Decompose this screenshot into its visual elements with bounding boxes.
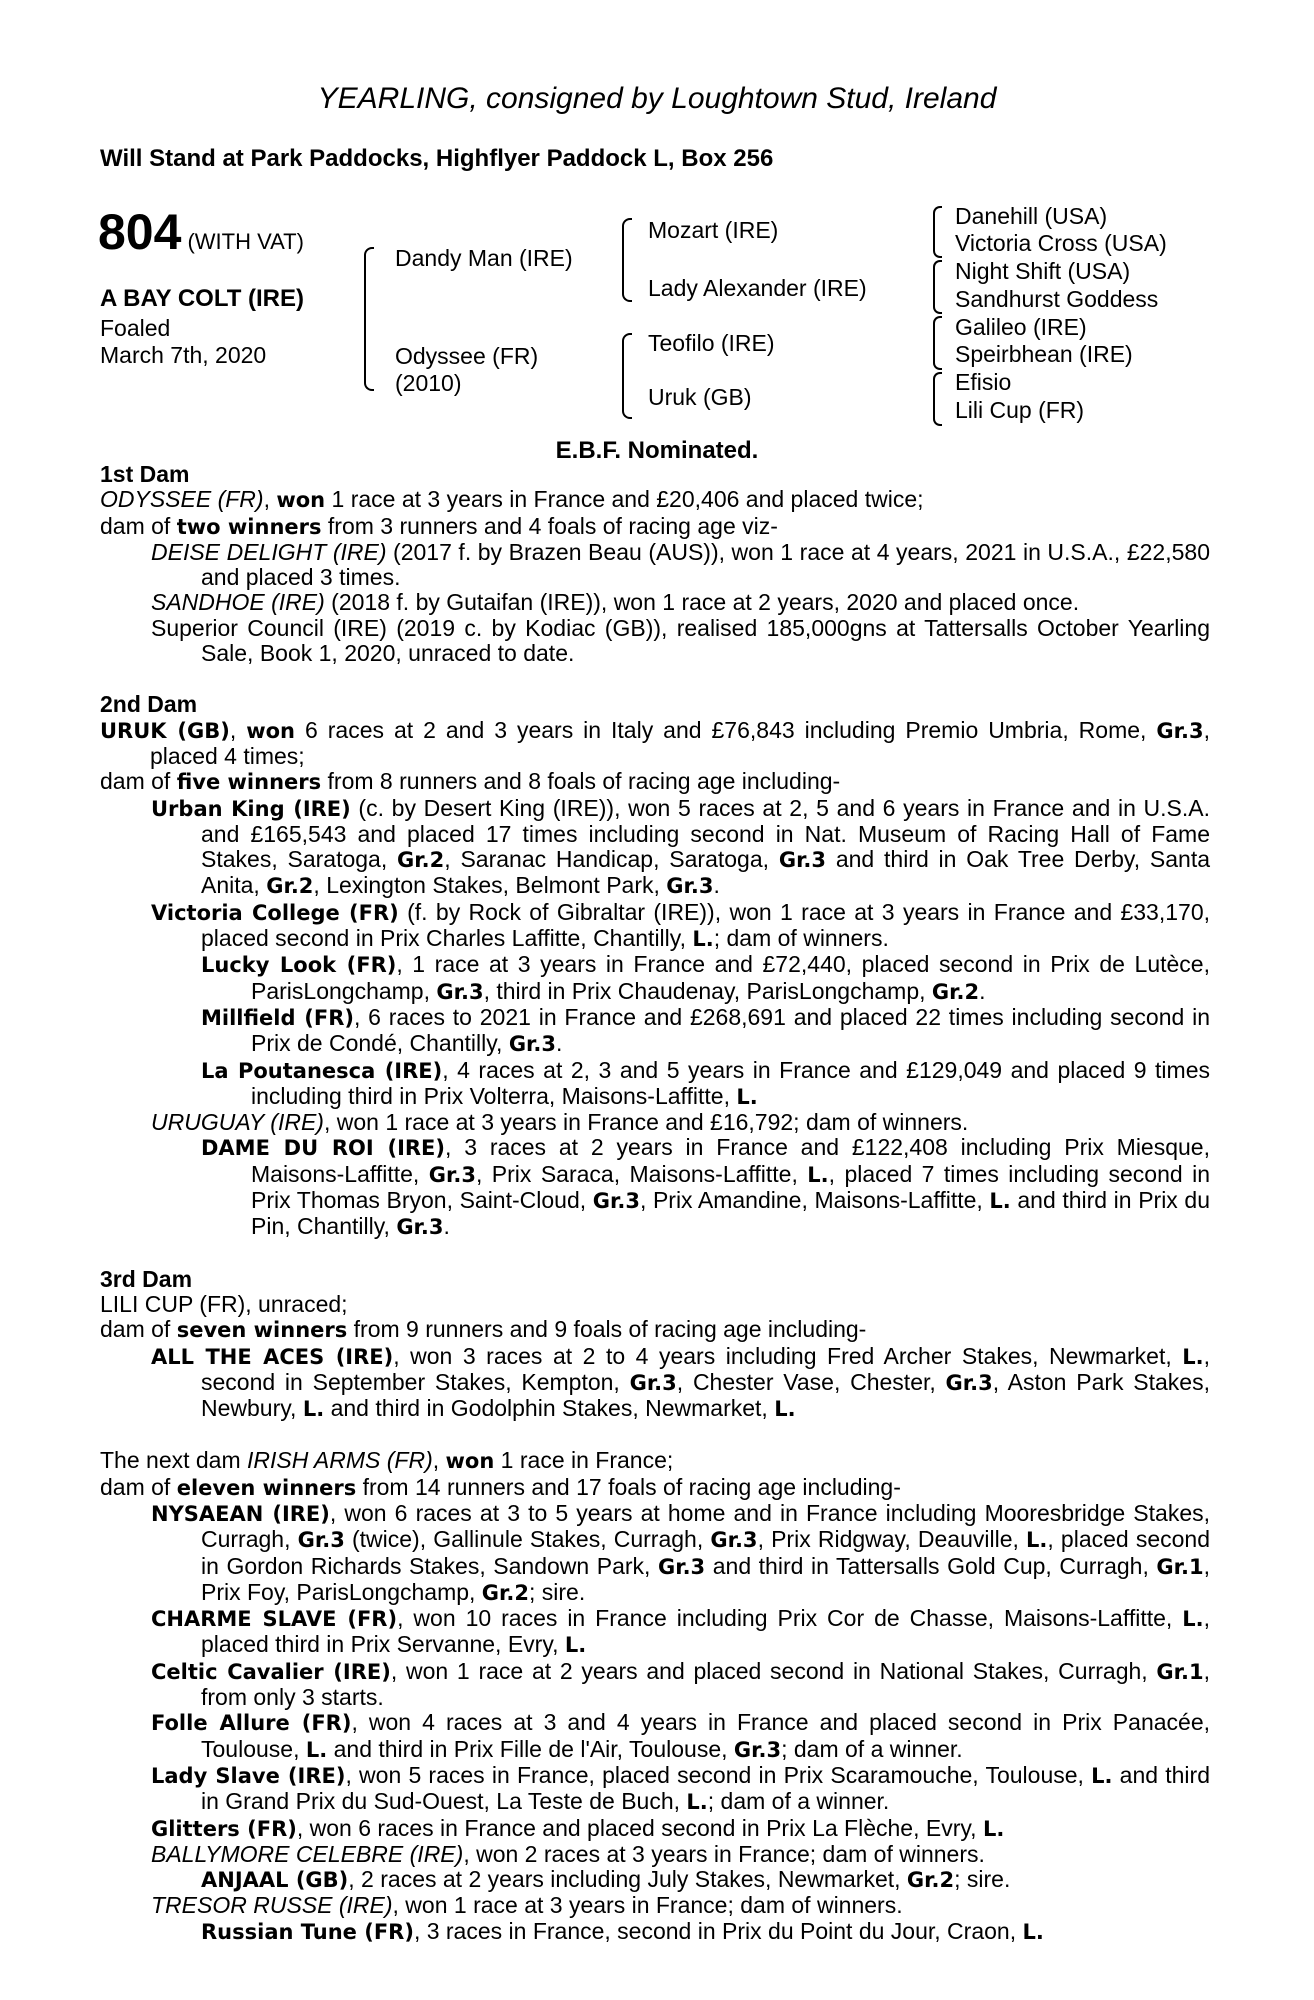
text: , won 6 races at 3 to 5 years at home and in France including Mooresbridge Stakes, Curragh,: [201, 1499, 1210, 1553]
dam-name: URUK (GB): [100, 718, 230, 743]
pedigree-brace-g1: [933, 206, 942, 258]
pedigree-g2: Victoria Cross (USA): [955, 230, 1167, 256]
grade: Gr.2: [481, 1580, 529, 1605]
won-word: won: [445, 1449, 495, 1474]
grade: Gr.3: [1156, 718, 1204, 743]
grade: L.: [1026, 1528, 1048, 1553]
grade: Gr.3: [508, 1032, 557, 1057]
produce-entry: [100, 1606, 1210, 1659]
text: , Aston Park Stakes, Newbury,: [201, 1368, 1210, 1422]
produce-entry: [100, 1501, 1210, 1606]
third-dam-line2: [100, 1317, 1210, 1343]
winners-count: eleven winners: [176, 1475, 357, 1500]
grade: Gr.3: [778, 848, 827, 873]
grade: Gr.2: [266, 874, 314, 899]
horse-name: Lucky Look (FR): [201, 953, 397, 978]
pedigree-dam-sire: Teofilo (IRE): [648, 330, 775, 356]
horse-name: Celtic Cavalier (IRE): [151, 1659, 391, 1684]
pedigree-g7: Efisio: [955, 369, 1012, 395]
grade: L.: [736, 1084, 758, 1109]
horse-name: La Poutanesca (IRE): [201, 1058, 443, 1083]
text: The next dam: [100, 1447, 248, 1474]
foaled-info: [100, 315, 266, 369]
horse-name: Millfield (FR): [201, 1005, 354, 1030]
text: ; dam of a winner.: [781, 1735, 963, 1762]
produce-entry: [100, 1710, 1210, 1763]
pedigree-brace-sire: [622, 218, 632, 302]
text: , placed second in Gordon Richards Stakes, Sandown Park,: [201, 1526, 1211, 1579]
grade: Gr.3: [428, 1162, 476, 1187]
second-dam-line2: [100, 769, 1210, 795]
text: , third in Prix Chaudenay, ParisLongchamp,: [483, 977, 932, 1004]
produce-entry: [100, 1816, 1210, 1842]
grade: L.: [692, 927, 714, 952]
grade: L.: [686, 1790, 708, 1815]
third-dam-heading: 3rd Dam: [100, 1265, 193, 1292]
text: (f. by Rock of Gibraltar (IRE)), won 1 race at 3 years in France and £33,170, placed second in Prix Charles Laffitte, Chantilly,: [201, 898, 1210, 952]
text: dam of: [100, 1473, 177, 1500]
produce-entry: [100, 900, 1210, 953]
pedigree-g1: Danehill (USA): [955, 203, 1108, 229]
grade: Gr.3: [733, 1737, 782, 1762]
text: .: [979, 977, 986, 1004]
horse-name: Glitters (FR): [151, 1816, 297, 1841]
horse-name: BALLYMORE CELEBRE (IRE): [151, 1840, 464, 1867]
text: , won 3 races at 2 to 4 years including Fred Archer Stakes, Newmarket,: [393, 1342, 1183, 1369]
text: , from only 3 starts.: [201, 1657, 1210, 1711]
dam-record: 1 race at 3 years in France and £20,406 and placed twice;: [325, 486, 924, 513]
grade: Gr.3: [592, 1189, 640, 1214]
grand-produce-entry: [100, 952, 1210, 1005]
pedigree-sire-dam: Lady Alexander (IRE): [648, 275, 867, 301]
ebf-nomination: E.B.F. Nominated.: [555, 437, 759, 464]
text: from 9 runners and 9 foals of racing age including-: [347, 1316, 867, 1343]
grade: Gr.3: [629, 1370, 677, 1395]
next-dam-line1: [100, 1448, 1210, 1474]
grade: L.: [989, 1189, 1011, 1214]
pedigree-g6: Speirbhean (IRE): [955, 341, 1133, 367]
pedigree-g8: Lili Cup (FR): [955, 397, 1085, 423]
grade: Gr.3: [297, 1528, 345, 1553]
horse-name: Lady Slave (IRE): [151, 1763, 346, 1788]
horse-name: DAME DU ROI (IRE): [201, 1136, 445, 1161]
horse-name: Russian Tune (FR): [201, 1919, 414, 1944]
text: , won 2 races at 3 years in France; dam of winners.: [463, 1840, 985, 1867]
text: , 1 race at 3 years in France and £72,440, placed second in Prix de Lutèce, ParisLongchamp,: [251, 951, 1210, 1004]
text: , placed 4 times;: [150, 716, 1210, 769]
text: ,: [432, 1447, 446, 1474]
text: (c. by Desert King (IRE)), won 5 races at 2, 5 and 6 years in France and in U.S.A. and £165,543 and placed 17 times including second in Nat. Museum of Racing Hall of Fame Stakes, Saratoga,: [201, 794, 1210, 873]
text: ; sire.: [954, 1866, 1011, 1893]
won-word: won: [246, 718, 296, 743]
text: 1 race in France;: [494, 1447, 674, 1474]
dam-name: ODYSSEE (FR): [100, 486, 264, 513]
horse-record: (2017 f. by Brazen Beau (AUS)), won 1 race at 4 years, 2021 in U.S.A., £22,580 and placed 3 times.: [201, 538, 1210, 591]
text: from 3 runners and 4 foals of racing age viz-: [321, 512, 778, 539]
grade: L.: [305, 1737, 328, 1762]
stand-location: Will Stand at Park Paddocks, Highflyer Paddock L, Box 256: [100, 145, 774, 172]
grand-produce-entry: [100, 1058, 1210, 1111]
grade: Gr.3: [710, 1528, 758, 1553]
grade: Gr.1: [1156, 1659, 1204, 1684]
horse-name: SANDHOE (IRE): [151, 589, 325, 616]
produce-entry: [100, 1893, 1210, 1918]
produce-entry: [100, 796, 1210, 900]
text: and third in Prix Fille de l'Air, Toulouse,: [327, 1735, 734, 1762]
pedigree-brace-g4: [933, 372, 942, 426]
produce-entry: [100, 590, 1210, 615]
grade: Gr.2: [931, 979, 980, 1004]
text: , won 4 races at 3 and 4 years in France and placed second in Prix Panacée, Toulouse,: [201, 1709, 1210, 1762]
lot-block: [98, 203, 304, 261]
grade: L.: [1182, 1607, 1204, 1632]
produce-entry: [100, 1659, 1210, 1711]
grade: Gr.2: [397, 848, 445, 873]
first-dam-heading: 1st Dam: [100, 461, 190, 487]
pedigree-sire-sire: Mozart (IRE): [648, 217, 779, 243]
grade: Gr.1: [1156, 1554, 1204, 1579]
produce-entry: [100, 616, 1210, 667]
pedigree-g3: Night Shift (USA): [955, 258, 1131, 284]
grade: L.: [774, 1397, 796, 1422]
text: from 14 runners and 17 foals of racing age including-: [356, 1473, 901, 1500]
pedigree-g4: Sandhurst Goddess: [955, 286, 1159, 312]
pedigree-sire: Dandy Man (IRE): [395, 245, 573, 271]
lot-number: 804: [98, 204, 182, 260]
text: , Chester Vase, Chester,: [676, 1368, 946, 1395]
grand-produce-entry: [100, 1919, 1210, 1945]
produce-entry: [100, 540, 1210, 591]
grade: Gr.3: [396, 1215, 444, 1240]
winners-count: five winners: [176, 770, 322, 795]
horse-name: Folle Allure (FR): [151, 1711, 352, 1736]
text: .: [713, 872, 720, 899]
text: , won 6 races in France and placed second in Prix La Flèche, Evry,: [296, 1814, 983, 1841]
text: , Prix Ridgway, Deauville,: [757, 1526, 1027, 1553]
pedigree-g5: Galileo (IRE): [955, 314, 1087, 340]
horse-name: ANJAAL (GB): [201, 1868, 349, 1893]
text: , 3 races at 2 years in France and £122,408 including Prix Miesque, Maisons-Laffitte,: [251, 1134, 1210, 1187]
text: (twice), Gallinule Stakes, Curragh,: [344, 1526, 711, 1553]
text: , won 10 races in France including Prix Cor de Chasse, Maisons-Laffitte,: [397, 1605, 1183, 1632]
text: dam of: [100, 768, 177, 795]
foaled-date: March 7th, 2020: [100, 342, 267, 368]
text: , Prix Foy, ParisLongchamp,: [201, 1552, 1210, 1605]
second-dam-heading: 2nd Dam: [100, 691, 198, 718]
horse-name: Urban King (IRE): [151, 796, 351, 821]
first-dam-line1: ODYSSEE (FR), won 1 race at 3 years in France and £20,406 and placed twice;: [100, 486, 924, 513]
pedigree-dam: Odyssee (FR): [395, 343, 539, 369]
horse-name: DEISE DELIGHT (IRE): [151, 538, 387, 565]
grand-produce-entry: [100, 1867, 1210, 1893]
text: , won 1 race at 3 years in France and £16,792; dam of winners.: [323, 1109, 969, 1136]
lot-description: A BAY COLT (IRE): [100, 285, 305, 312]
text: dam of: [100, 1316, 177, 1343]
text: , second in September Stakes, Kempton,: [201, 1342, 1211, 1395]
text: , 3 races in France, second in Prix du Point du Jour, Craon,: [413, 1917, 1023, 1944]
grade: Gr.3: [666, 874, 714, 899]
pedigree-dam-year: (2010): [395, 370, 462, 396]
produce-entry: [100, 1110, 1210, 1135]
grade: L.: [982, 1816, 1005, 1841]
third-dam-line1: LILI CUP (FR), unraced;: [100, 1290, 348, 1317]
grade: L.: [302, 1397, 325, 1422]
pedigree-dam-dam: Uruk (GB): [648, 384, 752, 410]
grade: Gr.3: [945, 1370, 993, 1395]
horse-record: Superior Council (IRE) (2019 c. by Kodiac (GB)), realised 185,000gns at Tattersalls October Yearling Sale, Book 1, 2020, unraced to date.: [151, 614, 1210, 667]
text: ; dam of winners.: [713, 925, 889, 952]
horse-record: (2018 f. by Gutaifan (IRE)), won 1 race at 2 years, 2020 and placed once.: [324, 589, 1080, 616]
text: , Saranac Handicap, Saratoga,: [444, 846, 779, 873]
pedigree-brace-main: [364, 247, 374, 391]
text: and third in Grand Prix du Sud-Ouest, La Teste de Buch,: [201, 1761, 1210, 1815]
grand-produce-entry: [100, 1005, 1210, 1058]
text: .: [443, 1213, 450, 1240]
horse-name: TRESOR RUSSE (IRE): [151, 1892, 393, 1919]
text: and third in Godolphin Stakes, Newmarket,: [324, 1395, 775, 1422]
foaled-label: Foaled: [100, 315, 171, 341]
text: , 4 races at 2, 3 and 5 years in France and £129,049 and placed 9 times including third in Prix Volterra, Maisons-Laffitte,: [251, 1056, 1210, 1109]
produce-entry: [100, 1842, 1210, 1867]
winners-count: seven winners: [176, 1318, 348, 1343]
produce-entry: [100, 1344, 1210, 1423]
first-dam-line2: [100, 514, 1210, 540]
text: .: [556, 1030, 563, 1057]
text: , Lexington Stakes, Belmont Park,: [313, 872, 667, 899]
horse-name: Victoria College (FR): [151, 900, 399, 925]
text: ; sire.: [529, 1578, 586, 1605]
text: ; dam of a winner.: [707, 1788, 890, 1815]
winners-count: two winners: [176, 514, 322, 539]
grade: Gr.3: [657, 1554, 706, 1579]
second-dam-line1: URUK (GB), won 6 races at 2 and 3 years in Italy and £76,843 including Premio Umbria, Rome, Gr.3, placed 4 times;: [100, 716, 1210, 769]
grade: L.: [1022, 1919, 1044, 1944]
horse-name: NYSAEAN (IRE): [151, 1501, 330, 1526]
dam-name: IRISH ARMS (FR): [247, 1447, 433, 1474]
next-dam-line2: [100, 1475, 1210, 1501]
pedigree-brace-dam: [622, 333, 632, 419]
text: , placed 7 times including second in Prix Thomas Bryon, Saint-Cloud,: [251, 1160, 1210, 1214]
page-title: YEARLING, consigned by Loughtown Stud, Ireland: [317, 82, 997, 115]
grade: L.: [1182, 1344, 1204, 1369]
text: 6 races at 2 and 3 years in Italy and £76,843 including Premio Umbria, Rome,: [295, 716, 1157, 743]
text: , 6 races to 2021 in France and £268,691 and placed 22 times including second in Prix de Condé, Chantilly,: [251, 1003, 1210, 1057]
text: , 2 races at 2 years including July Stakes, Newmarket,: [348, 1866, 907, 1893]
grand-produce-entry: [100, 1135, 1210, 1240]
text: dam of: [100, 512, 177, 539]
pedigree-brace-g3: [933, 316, 942, 370]
grade: Gr.2: [906, 1868, 955, 1893]
grade: L.: [1091, 1763, 1113, 1788]
produce-record: [100, 462, 1210, 1945]
grade: L.: [564, 1633, 587, 1658]
vat-note: (WITH VAT): [187, 229, 304, 254]
horse-name: ALL THE ACES (IRE): [151, 1344, 394, 1369]
won-word: won: [276, 488, 326, 513]
text: and third in Tattersalls Gold Cup, Curragh,: [705, 1552, 1157, 1579]
grade: Gr.3: [436, 979, 484, 1004]
text: and third in Prix du Pin, Chantilly,: [251, 1187, 1210, 1240]
text: , Prix Saraca, Maisons-Laffitte,: [475, 1160, 808, 1187]
text: , won 1 race at 2 years and placed second in National Stakes, Curragh,: [390, 1657, 1157, 1684]
text: and third in Oak Tree Derby, Santa Anita,: [201, 846, 1211, 899]
horse-name: URUGUAY (IRE): [151, 1109, 324, 1136]
text: from 8 runners and 8 foals of racing age including-: [321, 768, 841, 795]
produce-entry: [100, 1763, 1210, 1816]
text: , won 1 race at 3 years in France; dam of winners.: [392, 1892, 903, 1919]
text: , placed third in Prix Servanne, Evry,: [201, 1605, 1210, 1658]
text: , won 5 races in France, placed second in Prix Scaramouche, Toulouse,: [345, 1761, 1092, 1788]
horse-name: CHARME SLAVE (FR): [151, 1607, 398, 1632]
grade: L.: [807, 1162, 829, 1187]
text: , Prix Amandine, Maisons-Laffitte,: [639, 1187, 990, 1214]
pedigree-brace-g2: [933, 260, 942, 314]
